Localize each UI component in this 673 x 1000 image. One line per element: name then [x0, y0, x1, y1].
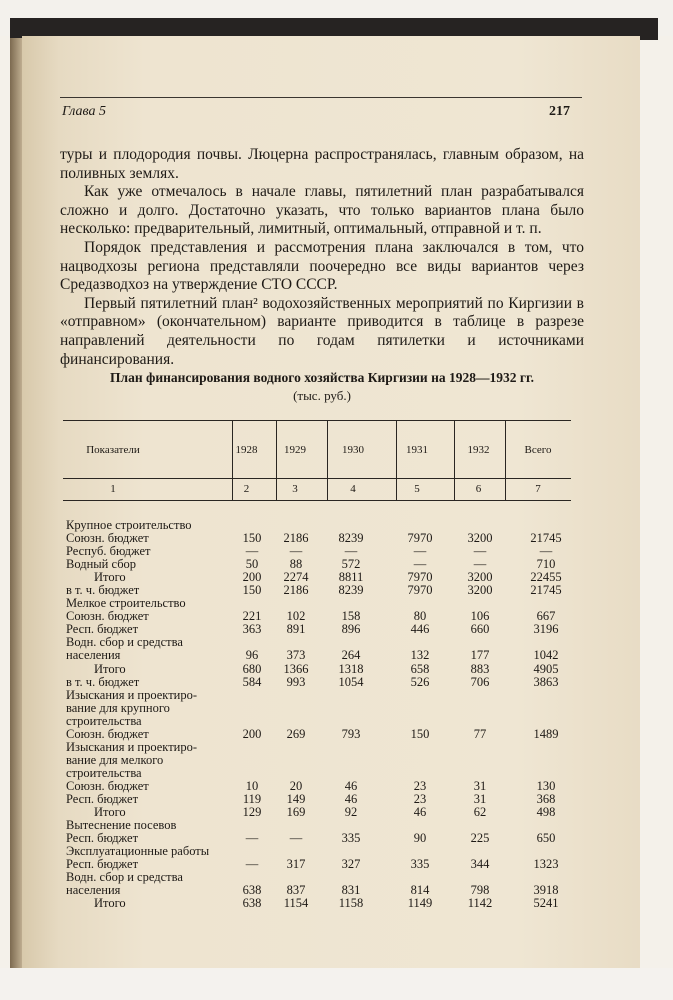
table-row-label: Респ. бюджет: [66, 792, 139, 807]
table-cell: 7970: [407, 583, 433, 598]
table-column-divider: [276, 420, 277, 500]
table-cell: —: [413, 557, 427, 572]
table-header-rule: [63, 478, 571, 479]
table-cell: 150: [410, 726, 430, 741]
table-cell: 335: [341, 831, 361, 846]
table-header-cell: 1932: [467, 444, 490, 456]
table-cell: 667: [536, 609, 556, 624]
table-row-label: Союзн. бюджет: [66, 531, 149, 546]
table-header-cell: 1928: [235, 444, 258, 456]
table-column-number: 3: [292, 483, 298, 495]
table-cell: 90: [413, 831, 427, 846]
table-cell: —: [539, 544, 553, 559]
table-cell: —: [289, 544, 303, 559]
table-cell: 23: [413, 779, 427, 793]
table-cell: 7970: [407, 531, 433, 546]
table-row-label: строительства: [66, 765, 142, 780]
table-cell: 993: [286, 674, 306, 689]
table-row-label: Итого: [94, 896, 126, 911]
table-cell: 177: [470, 648, 490, 663]
table-cell: 1042: [533, 648, 559, 663]
table-cell: 327: [341, 857, 361, 872]
table-cell: 20: [289, 779, 303, 793]
table-cell: —: [473, 557, 487, 572]
table-cell: 658: [410, 661, 430, 676]
table-cell: —: [413, 544, 427, 559]
table-cell: —: [245, 544, 259, 559]
table-row-label: Мелкое строительство: [66, 596, 186, 611]
table-cell: 837: [286, 883, 306, 898]
table-cell: 80: [413, 609, 427, 624]
table-cell: 5241: [533, 896, 559, 911]
table-cell: 883: [470, 661, 490, 676]
table-row-label: Союзн. бюджет: [66, 779, 149, 793]
table-row-label: населения: [66, 648, 121, 663]
table-cell: 706: [470, 674, 490, 689]
table-header-cell: Показатели: [86, 444, 140, 456]
table-row-label: в т. ч. бюджет: [66, 583, 140, 598]
table-cell: 660: [470, 622, 490, 637]
table-header-cell: 1930: [342, 444, 364, 456]
table-top-rule: [63, 420, 571, 421]
table-cell: 7970: [407, 570, 433, 585]
table-cell: 92: [344, 805, 358, 820]
table-cell: 21745: [530, 583, 562, 598]
table-cell: 1318: [338, 661, 364, 676]
table-row-label: Союзн. бюджет: [66, 726, 149, 741]
table-unit: (тыс. руб.): [293, 388, 351, 403]
table-cell: 21745: [530, 531, 562, 546]
table-column-divider: [396, 420, 397, 500]
table-cell: 158: [341, 609, 361, 624]
table-cell: 46: [413, 805, 427, 820]
table-cell: 344: [470, 857, 490, 872]
table-cell: 2274: [283, 570, 309, 585]
table-cell: 335: [410, 857, 430, 872]
table-row-label: Итого: [94, 661, 126, 676]
table-cell: 62: [473, 805, 487, 820]
table-cell: 8239: [338, 531, 364, 546]
table-row-label: Водн. сбор и средства: [66, 635, 183, 650]
table-column-divider: [454, 420, 455, 500]
paragraph: Первый пятилетний план² водохозяйственных мероприятий по Киргизии в «отправном» (окончательном) варианте приводится в таблице в разрезе направлений деятельности по годам пятилетки и источниками финансирования.: [60, 294, 584, 368]
table-row-label: строительства: [66, 713, 142, 728]
table-cell: 2186: [283, 531, 309, 546]
table-row-label: Респ. бюджет: [66, 622, 139, 637]
table-row-label: Итого: [94, 570, 126, 585]
table-row-label: Респ. бюджет: [66, 857, 139, 872]
table-cell: 23: [413, 792, 427, 807]
table-cell: 2186: [283, 583, 309, 598]
table-cell: 10: [245, 779, 259, 793]
table-cell: 1154: [283, 896, 309, 911]
table-row-label: Итого: [94, 805, 126, 820]
table-column-number: 7: [535, 483, 541, 495]
header-rule: [60, 97, 582, 98]
table-row-label: Водн. сбор и средства: [66, 870, 183, 885]
table-numbers-rule: [63, 500, 571, 501]
table-cell: 710: [536, 557, 556, 572]
table-cell: 3200: [467, 570, 493, 585]
table-cell: 46: [344, 779, 358, 793]
table-cell: 3196: [533, 622, 559, 637]
table-cell: —: [289, 831, 303, 846]
table-column-divider: [327, 420, 328, 500]
table-cell: 200: [242, 726, 262, 741]
table-cell: 638: [242, 896, 262, 911]
table-cell: 498: [536, 805, 556, 820]
table-cell: 3200: [467, 583, 493, 598]
table-cell: 150: [242, 583, 262, 598]
running-head: Глава 5: [62, 104, 106, 119]
table-cell: 1149: [407, 896, 433, 911]
table-row-label: Водный сбор: [66, 557, 137, 572]
table-cell: 891: [286, 622, 306, 637]
table-cell: 169: [286, 805, 306, 820]
table-cell: 1489: [533, 726, 559, 741]
table-header-cell: 1929: [284, 444, 306, 456]
table-cell: 149: [286, 792, 306, 807]
table-cell: 363: [242, 622, 262, 637]
table-cell: —: [473, 544, 487, 559]
table-cell: 88: [289, 557, 303, 572]
table-cell: 4905: [533, 661, 559, 676]
paragraph: Как уже отмечалось в начале главы, пятилетний план разрабатывался сложно и долго. Достаточно указать, что только вариантов плана было несколько: предварительный, лимитный, оптимальный, отправной и т. п.: [60, 183, 584, 238]
table-cell: 46: [344, 792, 358, 807]
table-header-cell: Всего: [524, 444, 552, 456]
table-row-label: вание для крупного: [66, 700, 170, 715]
table-cell: 3863: [533, 674, 559, 689]
body-text: [60, 146, 584, 369]
table-cell: 446: [410, 622, 430, 637]
table-cell: 1366: [283, 661, 309, 676]
table-cell: 3200: [467, 531, 493, 546]
table-cell: 798: [470, 883, 490, 898]
paragraph: туры и плодородия почвы. Люцерна распространялась, главным образом, на поливных землях.: [60, 146, 584, 182]
table-cell: —: [245, 831, 259, 846]
table-row-label: Респ. бюджет: [66, 831, 139, 846]
table-row-label: в т. ч. бюджет: [66, 674, 140, 689]
table-cell: 150: [242, 531, 262, 546]
table-row-label: Крупное строительство: [66, 518, 192, 532]
table-cell: 225: [470, 831, 490, 846]
table-column-number: 5: [414, 483, 420, 495]
table-cell: 102: [286, 609, 306, 624]
table-cell: 317: [286, 857, 306, 872]
table-cell: 793: [341, 726, 361, 741]
table-cell: 1158: [338, 896, 364, 911]
table-cell: 31: [473, 779, 487, 793]
page-number: 217: [549, 104, 570, 119]
table-row-label: Вытеснение посевов: [66, 818, 177, 833]
table-row-label: Изыскания и проектиро-: [66, 687, 198, 702]
table-row-label: населения: [66, 883, 121, 898]
table-row-label: Изыскания и проектиро-: [66, 739, 198, 754]
table-cell: 96: [245, 648, 259, 663]
table-cell: 1054: [338, 674, 364, 689]
table-column-number: 6: [475, 483, 482, 495]
table-column-number: 2: [243, 483, 250, 495]
table-header-cell: 1931: [406, 444, 428, 456]
table-cell: 680: [242, 661, 262, 676]
table-cell: —: [245, 857, 259, 872]
table-cell: 31: [473, 792, 487, 807]
table-cell: —: [344, 544, 358, 559]
table-row-label: Союзн. бюджет: [66, 609, 149, 624]
table-cell: 129: [242, 805, 262, 820]
table-cell: 3918: [533, 883, 559, 898]
table-cell: 8811: [338, 570, 364, 585]
table-cell: 269: [286, 726, 306, 741]
table-cell: 119: [242, 792, 262, 807]
table-column-number: 4: [350, 483, 356, 495]
table-title: План финансирования водного хозяйства Киргизии на 1928—1932 гг.: [110, 370, 534, 385]
table-cell: 8239: [338, 583, 364, 598]
table-cell: 650: [536, 831, 556, 846]
table-cell: 831: [341, 883, 361, 898]
table-cell: 77: [473, 726, 487, 741]
table-cell: 638: [242, 883, 262, 898]
table-cell: 106: [470, 609, 490, 624]
table-cell: 584: [242, 674, 262, 689]
table-cell: 896: [341, 622, 361, 637]
table-cell: 50: [245, 557, 259, 572]
table-row-label: Эксплуатационные работы: [66, 844, 210, 859]
table-cell: 526: [410, 674, 430, 689]
table-cell: 130: [536, 779, 556, 793]
table-cell: 368: [536, 792, 556, 807]
table-cell: 221: [242, 609, 262, 624]
table-cell: 1323: [533, 857, 559, 872]
table-column-number: 1: [110, 483, 116, 495]
table-cell: 572: [341, 557, 361, 572]
table-cell: 264: [341, 648, 361, 663]
table-cell: 1142: [467, 896, 493, 911]
table-row-label: Респуб. бюджет: [66, 544, 151, 559]
table-cell: 373: [286, 648, 306, 663]
paragraph: Порядок представления и рассмотрения плана заключался в том, что нацводхозы региона представляли поочередно все виды вариантов через Средазводхоз на утверждение СТО СССР.: [60, 238, 584, 294]
table-row-label: вание для мелкого: [66, 752, 164, 767]
table-cell: 22455: [530, 570, 562, 585]
table-cell: 814: [410, 883, 430, 898]
table-cell: 200: [242, 570, 262, 585]
table-cell: 132: [410, 648, 430, 663]
